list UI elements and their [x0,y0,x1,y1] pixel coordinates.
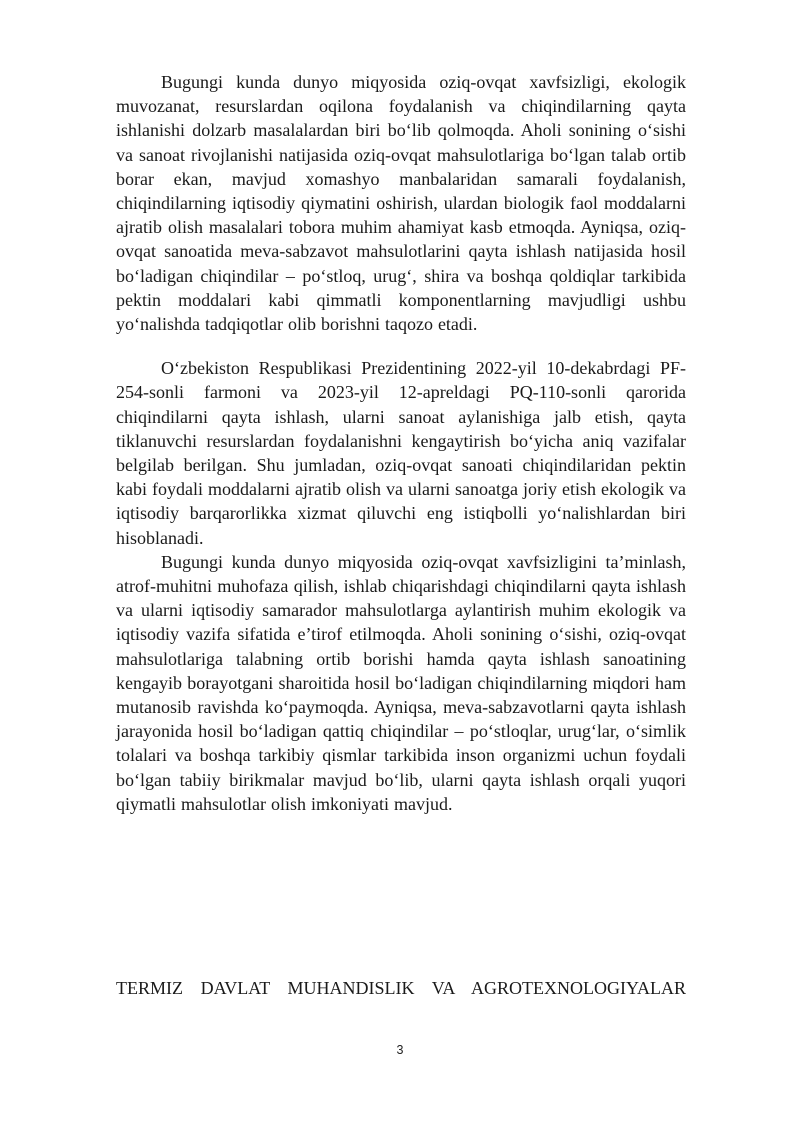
institution-name: TERMIZ DAVLAT MUHANDISLIK VA AGROTEXNOLOGIYALAR [116,978,686,998]
paragraph-waste-processing: Bugungi kunda dunyo miqyosida oziq-ovqat xavfsizligini ta’minlash, atrof-muhitni muhofaza qilish, ishlab chiqarishdagi chiqindilarni qayta ishlash va ularni iqtisodiy samarador mahsulotlarga aylantirish muhim ekologik va iqtisodiy vazifa sifatida e’tirof etilmoqda. Aholi sonining o‘sishi, oziq-ovqat mahsulotlariga talabning ortib borishi hamda qayta ishlash sanoatining kengayib borayotgani sharoitida hosil bo‘ladigan chiqindilarning miqdori ham mutanosib ravishda ko‘paymoqda. Ayniqsa, meva-sabzavotlarni qayta ishlash jarayonida hosil bo‘ladigan qattiq chiqindilar – po‘stloqlar, urug‘lar, o‘simlik tolalari va boshqa tarkibiy qismlar tarkibida inson organizmi uchun foydali bo‘lgan tabiiy birikmalar mavjud bo‘lib, ularni qayta ishlash orqali yuqori qiymatli mahsulotlar olish imkoniyati mavjud. [116,551,686,814]
paragraph-intro: Bugungi kunda dunyo miqyosida oziq-ovqat xavfsizligi, ekologik muvozanat, resurslardan oqilona foydalanish va chiqindilarning qayta ishlanishi dolzarb masalalardan biri bo‘lib qolmoqda. Aholi sonining o‘sishi va sanoat rivojlanishi natijasida oziq-ovqat mahsulotlariga bo‘lgan talab ortib borar ekan, mavjud xomashyo manbalaridan samarali foydalanish, chiqindilarning iqtisodiy qiymatini oshirish, ulardan biologik faol moddalarni ajratib olish masalalari tobora muhim ahamiyat kasb etmoqda. Ayniqsa, oziq-ovqat sanoatida meva-sabzavot mahsulotlarini qayta ishlash natijasida hosil bo‘ladigan chiqindilar – po‘stloq, urug‘, shira va boshqa qoldiqlar tarkibida pektin moddalari kabi qimmatli komponentlarning mavjudligi ushbu yo‘nalishda tadqiqotlar olib borishni taqozo etadi. [116,72,686,335]
page-body [116,70,686,816]
paragraph-decree: O‘zbekiston Respublikasi Prezidentining 2022-yil 10-dekabrdagi PF-254-sonli farmoni va 2023-yil 12-apreldagi PQ-110-sonli qarorida chiqindilarni qayta ishlash, ularni sanoat aylanishiga jalb etish, qayta tiklanuvchi resurslardan foydalanishni kengaytirish bo‘yicha aniq vazifalar belgilab berilgan. Shu jumladan, oziq-ovqat sanoati chiqindilaridan pektin kabi foydali moddalarni ajratib olish va ularni sanoatga joriy etish ekologik va iqtisodiy barqarorlikka xizmat qiluvchi eng istiqbolli yo‘nalishlardan biri hisoblanadi. [116,358,686,548]
page-number: 3 [396,1043,404,1057]
